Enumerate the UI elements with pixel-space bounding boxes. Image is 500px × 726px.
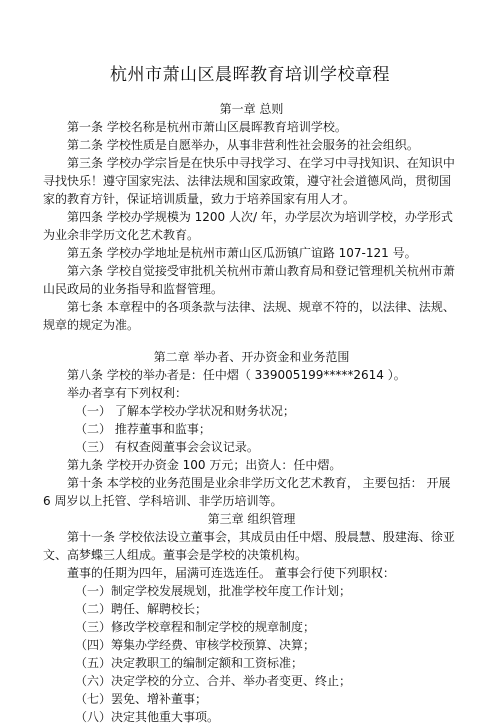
- document-body: [43, 100, 460, 726]
- article-4: 第四条 学校办学规模为 1200 人次/ 年，办学层次为培训学校，办学形式为业余非学历文化艺术教育。: [43, 210, 453, 242]
- duty-item-3: （三）修改学校章程和制定学校的规章制度；: [75, 620, 316, 634]
- section-gap: [43, 334, 460, 348]
- duty-item-6: （六）决定学校的分立、合并、举办者变更、终止；: [75, 674, 352, 688]
- duty-item-2: （二）聘任、解聘校长；: [75, 602, 208, 616]
- article-7: 第七条 本章程中的各项条款与法律、法规、规章不符的，以法律、法规、规章的规定为准。: [43, 300, 455, 332]
- rights-intro: 举办者享有下列权利：: [67, 386, 188, 400]
- duty-item-8: （八）决定其他重大事项。: [75, 710, 220, 724]
- chapter-3-heading: 第三章 组织管理: [207, 512, 296, 526]
- article-8: 第八条 学校的举办者是：任中熠（ 339005199*****2614 ）。: [67, 368, 406, 382]
- article-6: 第六条 学校自觉接受审批机关杭州市萧山教育局和登记管理机关杭州市萧山民政局的业务指导和监督管理。: [43, 264, 455, 296]
- duty-item-5: （五）决定教职工的编制定额和工资标准；: [75, 656, 304, 670]
- chapter-2-heading: 第二章 举办者、开办资金和业务范围: [153, 350, 350, 364]
- duty-item-7: （七）罢免、增补董事；: [75, 692, 208, 706]
- right-item-3: （三） 有权查阅董事会会议记录。: [75, 440, 259, 454]
- article-9: 第九条 学校开办资金 100 万元；出资人：任中熠。: [67, 458, 342, 472]
- duty-item-4: （四）筹集办学经费、审核学校预算、决算；: [75, 638, 316, 652]
- chapter-1-heading: 第一章 总则: [219, 102, 284, 116]
- duty-item-1: （一）制定学校发展规划，批准学校年度工作计划；: [75, 584, 352, 598]
- document-title: 杭州市萧山区晨晖教育培训学校章程: [110, 65, 390, 85]
- right-item-2: （二） 推荐董事和监事；: [75, 422, 211, 436]
- article-3: 第三条 学校办学宗旨是在快乐中寻找学习、在学习中寻找知识、在知识中寻找快乐！遵守国家宪法、法律法规和国家政策，遵守社会道德风尚，贯彻国家的教育方针，保证培训质量，致力于培养国家有用人才。: [43, 156, 455, 206]
- article-1: 第一条 学校名称是杭州市萧山区晨晖教育培训学校。: [67, 120, 347, 134]
- article-5: 第五条 学校办学地址是杭州市萧山区瓜沥镇广谊路 107-121 号。: [67, 246, 417, 260]
- right-item-1: （一） 了解本学校办学状况和财务状况；: [75, 404, 295, 418]
- article-10: 第十条 本学校的业务范围是业余非学历文化艺术教育， 主要包括： 开展 6 周岁以上托管、学科培训、非学历培训等。: [43, 476, 451, 508]
- article-2: 第二条 学校性质是自愿举办，从事非营利性社会服务的社会组织。: [67, 138, 419, 152]
- duties-intro: 董事的任期为四年，届满可连选连任。 董事会行使下列职权：: [67, 566, 395, 580]
- article-11: 第十一条 学校依法设立董事会，其成员由任中熠、殷晨慧、殷建海、徐亚文、高梦蝶三人组成。董事会是学校的决策机构。: [43, 530, 455, 562]
